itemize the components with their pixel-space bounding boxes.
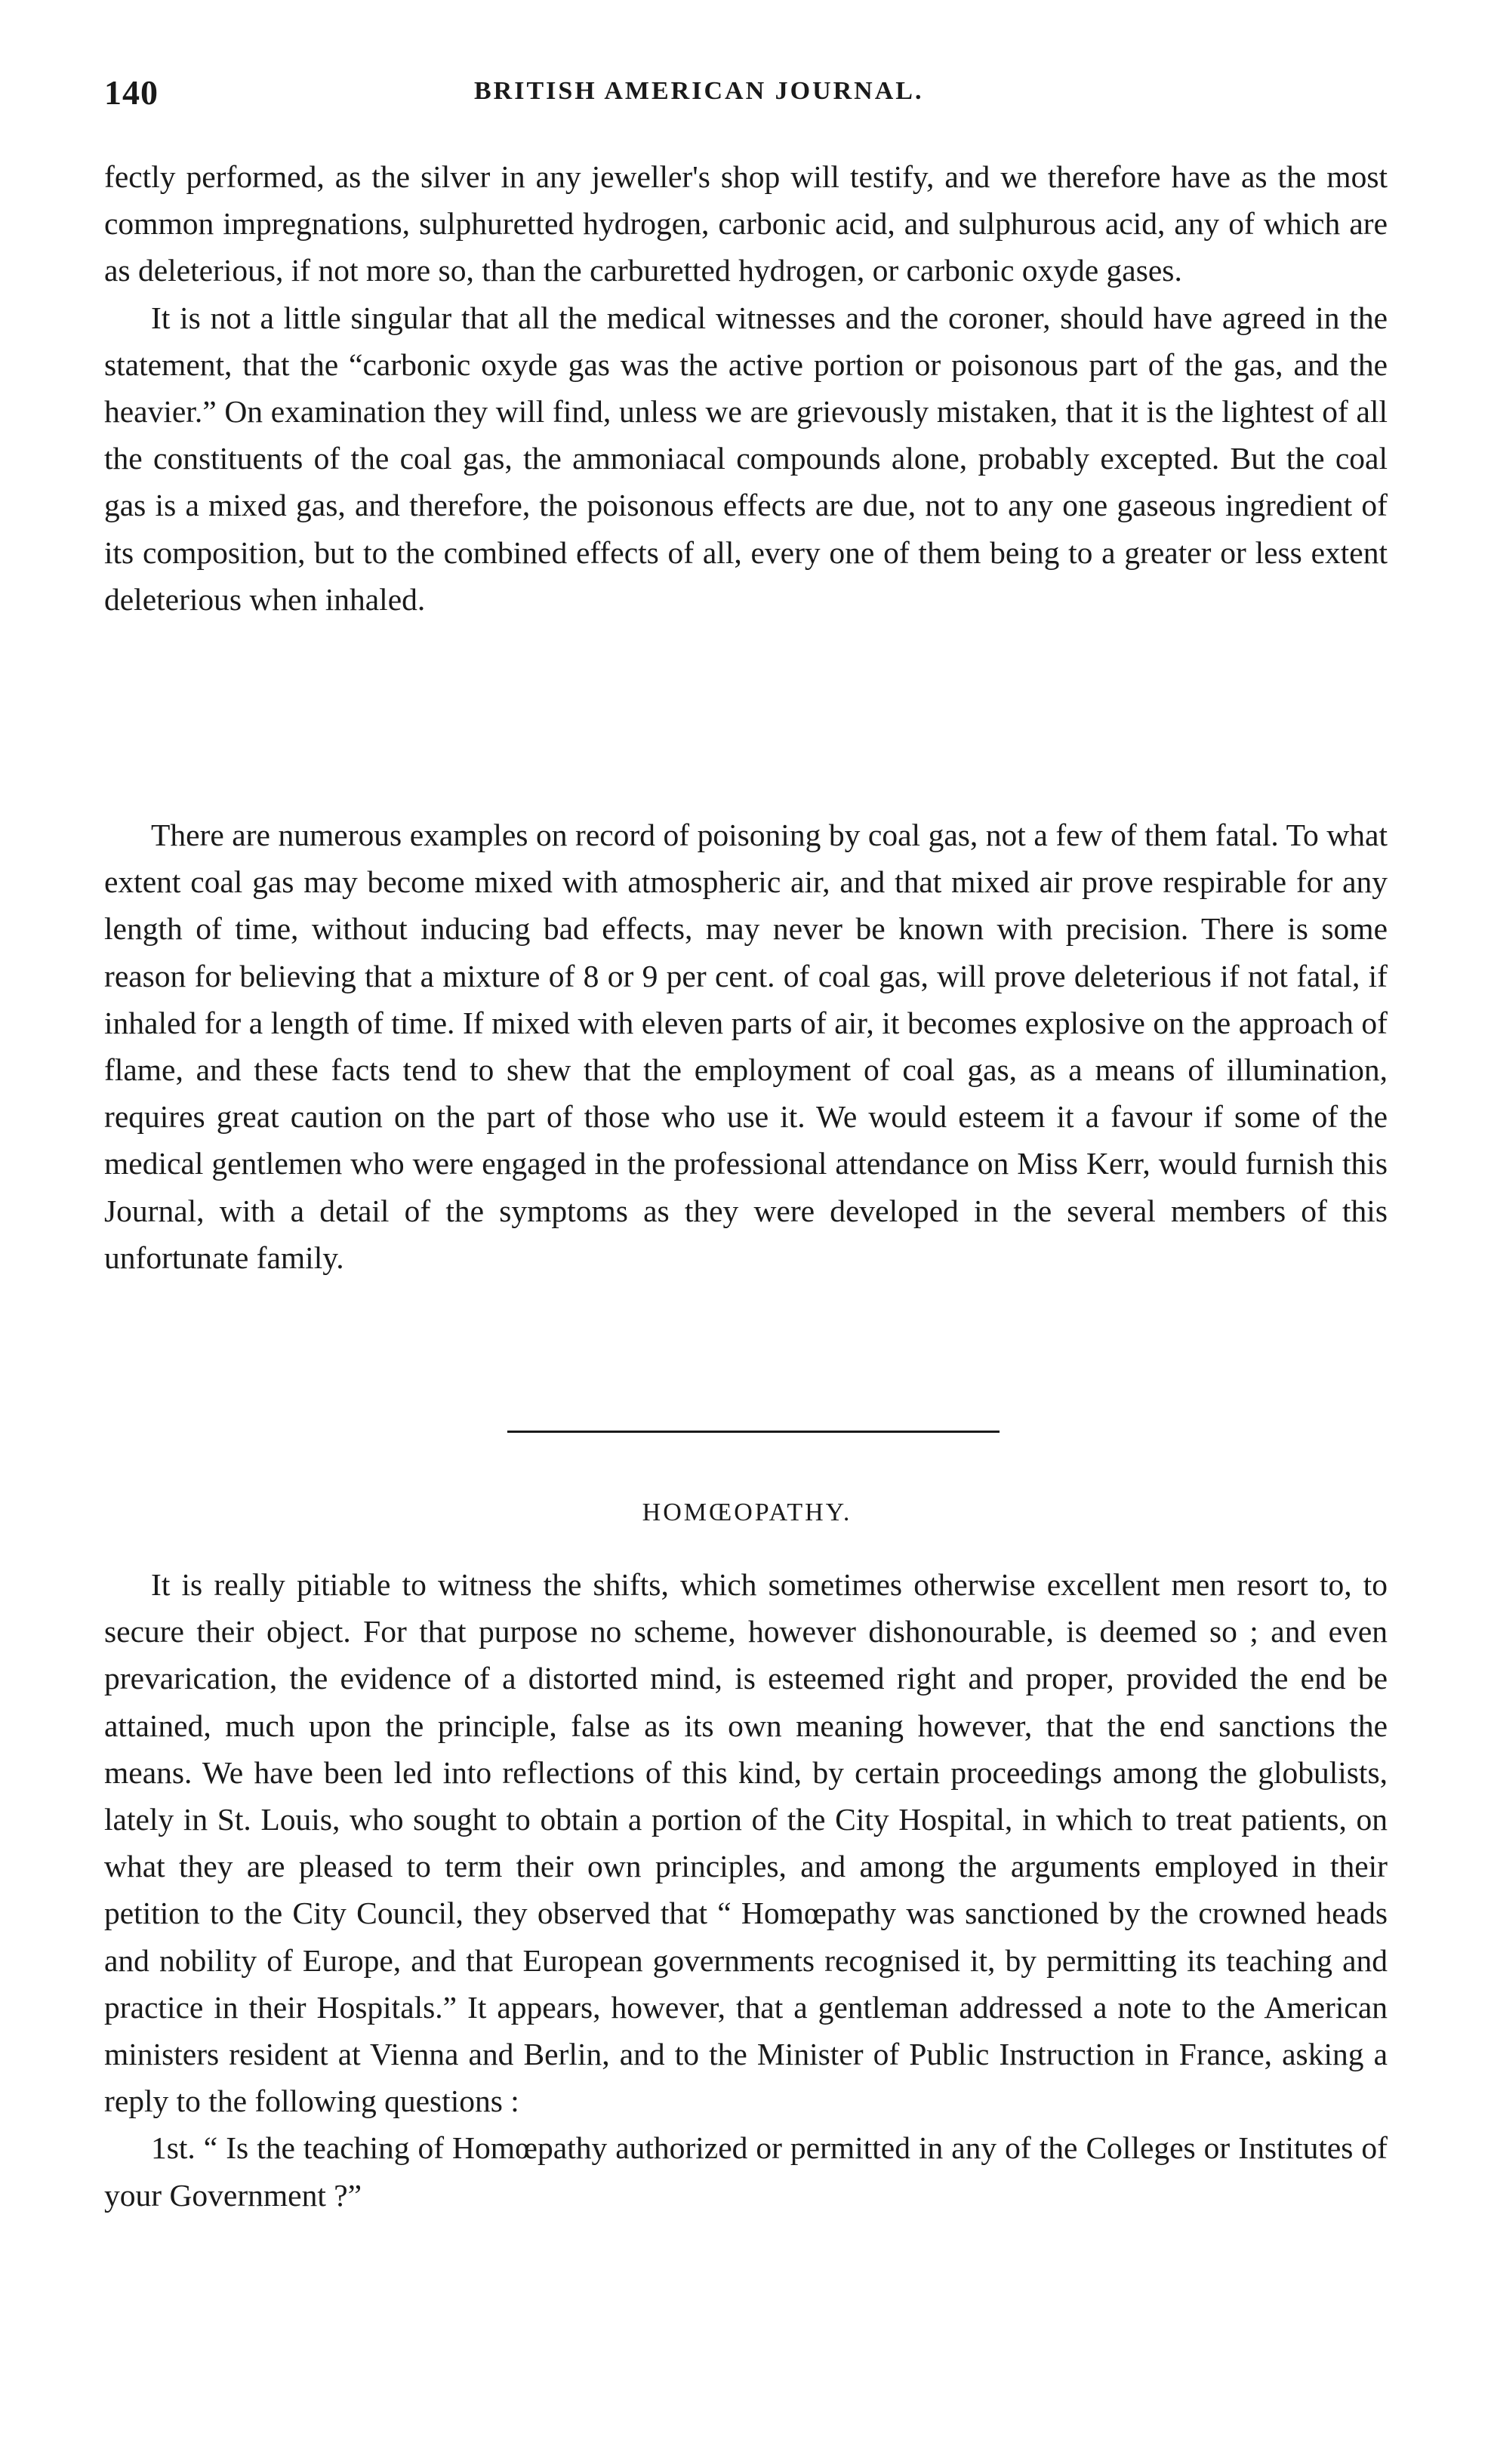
paragraph-carbonic-oxyde: It is not a little singular that all the medical witnesses and the coroner, should have agreed in the statement, that the “carbonic oxyde gas was the active portion or poisonous part of the gas, and the heavier.” On examination they will find, unless we are grievously mistaken, that it is the lightest of all the constituents of the coal gas, the ammoniacal compounds alone, probably excepted. But the coal gas is a mixed gas, and therefore, the poisonous effects are due, not to any one gaseous ingredient of its composition, but to the combined effects of all, every one of them being to a greater or less extent deleterious when inhaled. — [104, 300, 1388, 617]
question-first: 1st. “ Is the teaching of Homœpathy authorized or permitted in any of the Colleges or Institutes of your Government ?” — [104, 2130, 1388, 2213]
section-divider — [507, 1431, 1000, 1433]
paragraph-poisoning-examples: There are numerous examples on record of poisoning by coal gas, not a few of them fatal. To what extent coal gas may become mixed with atmospheric air, and that mixed air prove respirable for any length of time, without inducing bad effects, may never be known with precision. There is some reason for believing that a mixture of 8 or 9 per cent. of coal gas, will prove deleterious if not fatal, if inhaled for a length of time. If mixed with eleven parts of air, it becomes explosive on the approach of flame, and these facts tend to shew that the employment of coal gas, as a means of illumination, requires great caution on the part of those who use it. We would esteem it a favour if some of the medical gentlemen who were engaged in the professional attendance on Miss Kerr, would furnish this Journal, with a detail of the symptoms as they were developed in the several members of this unfortunate family. — [104, 818, 1388, 1275]
paragraph-homoeopathy: It is really pitiable to witness the shifts, which sometimes otherwise excellent men resort to, to secure their object. For that purpose no scheme, however dishonourable, is deemed so ; and even prevarication, the evidence of a distorted mind, is esteemed right and proper, provided the end be attained, much upon the principle, false as its own meaning however, that the end sanctions the means. We have been led into reflections of this kind, by certain proceedings among the globulists, lately in St. Louis, who sought to obtain a portion of the City Hospital, in which to treat patients, on what they are pleased to term their own principles, and among the arguments employed in their petition to the City Council, they observed that “ Homœpathy was sanctioned by the crowned heads and nobility of Europe, and that European governments recognised it, by permitting its teaching and practice in their Hospitals.” It appears, however, that a gentleman addressed a note to the American ministers resident at Vienna and Berlin, and to the Minister of Public Instruction in France, asking a reply to the following questions : — [104, 1567, 1388, 2119]
article-coal-gas — [104, 812, 1388, 1281]
page-number: 140 — [104, 73, 159, 112]
section-title: HOMŒOPATHY. — [642, 1498, 852, 1526]
homoeopathy-article — [104, 1561, 1388, 2219]
page-header — [104, 72, 1388, 118]
article-continuation — [104, 153, 1388, 623]
running-head: BRITISH AMERICAN JOURNAL. — [474, 77, 924, 105]
paragraph-continued: fectly performed, as the silver in any jeweller's shop will testify, and we therefore have as the most common impregnations, sulphuretted hydrogen, carbonic acid, and sulphurous acid, any of which are as deleterious, if not more so, than the carburetted hydrogen, or carbonic oxyde gases. — [104, 159, 1388, 288]
